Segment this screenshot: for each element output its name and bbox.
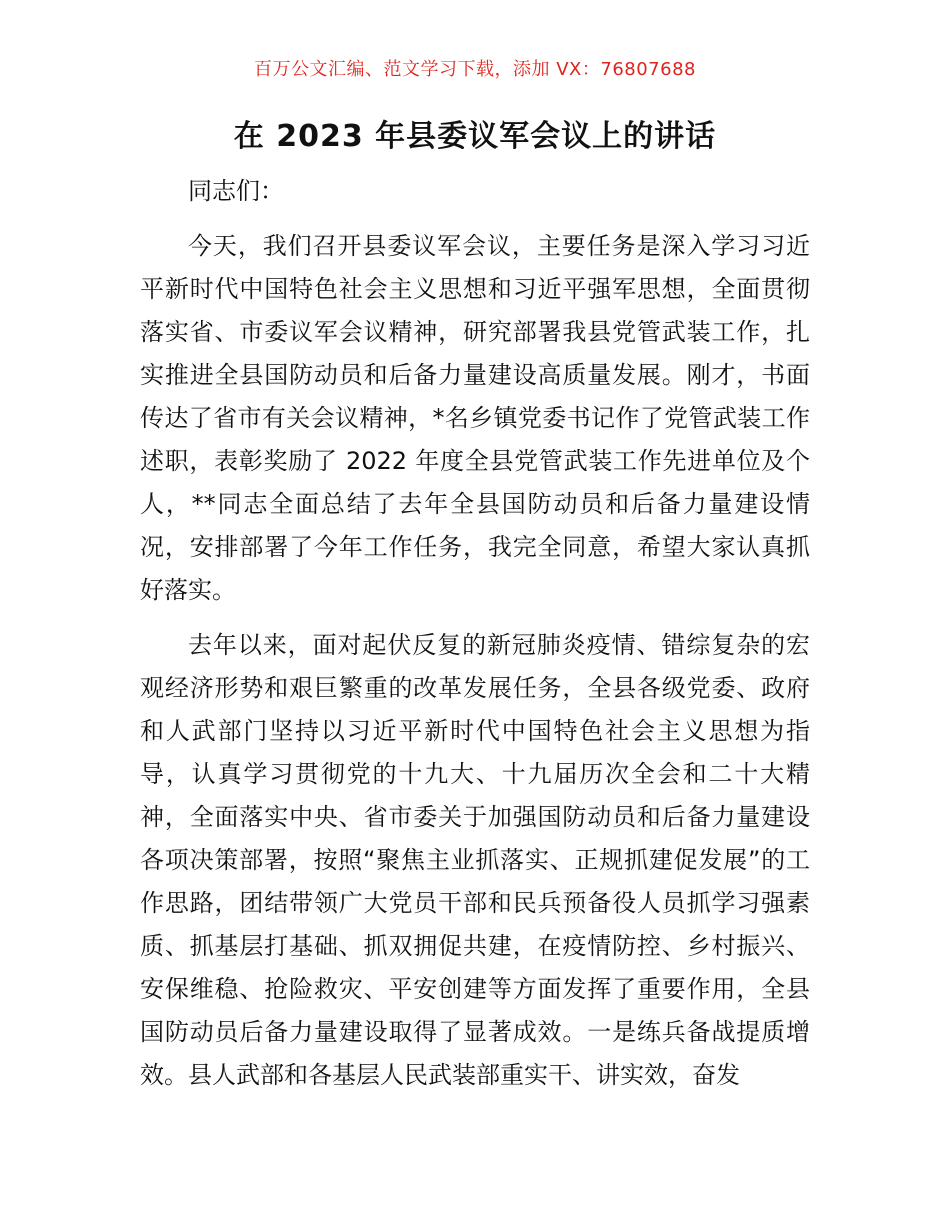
header-watermark-note: 百万公文汇编、范文学习下载，添加 VX：76807688 <box>254 59 696 80</box>
salutation: 同志们： <box>188 177 284 205</box>
document-body <box>140 170 810 1109</box>
document-title: 在 2023 年县委议军会议上的讲话 <box>233 119 717 154</box>
paragraph-1: 今天，我们召开县委议军会议，主要任务是深入学习习近平新时代中国特色社会主义思想和习近平强军思想，全面贯彻落实省、市委议军会议精神，研究部署我县党管武装工作，扎实推进全县国防动员和后备力量建设高质量发展。刚才，书面传达了省市有关会议精神，*名乡镇党委书记作了党管武装工作述职，表彰奖励了 2022 年度全县党管武装工作先进单位及个人，**同志全面总结了去年全县国防动员和后备力量建设情况，安排部署了今年工作任务，我完全同意，希望大家认真抓好落实。 <box>140 232 810 604</box>
paragraph-2: 去年以来，面对起伏反复的新冠肺炎疫情、错综复杂的宏观经济形势和艰巨繁重的改革发展任务，全县各级党委、政府和人武部门坚持以习近平新时代中国特色社会主义思想为指导，认真学习贯彻党的十九大、十九届历次全会和二十大精神，全面落实中央、省市委关于加强国防动员和后备力量建设各项决策部署，按照“聚焦主业抓落实、正规抓建促发展”的工作思路，团结带领广大党员干部和民兵预备役人员抓学习强素质、抓基层打基础、抓双拥促共建，在疫情防控、乡村振兴、安保维稳、抢险救灾、平安创建等方面发挥了重要作用，全县国防动员后备力量建设取得了显著成效。一是练兵备战提质增效。县人武部和各基层人民武装部重实干、讲实效，奋发 <box>140 631 810 1089</box>
